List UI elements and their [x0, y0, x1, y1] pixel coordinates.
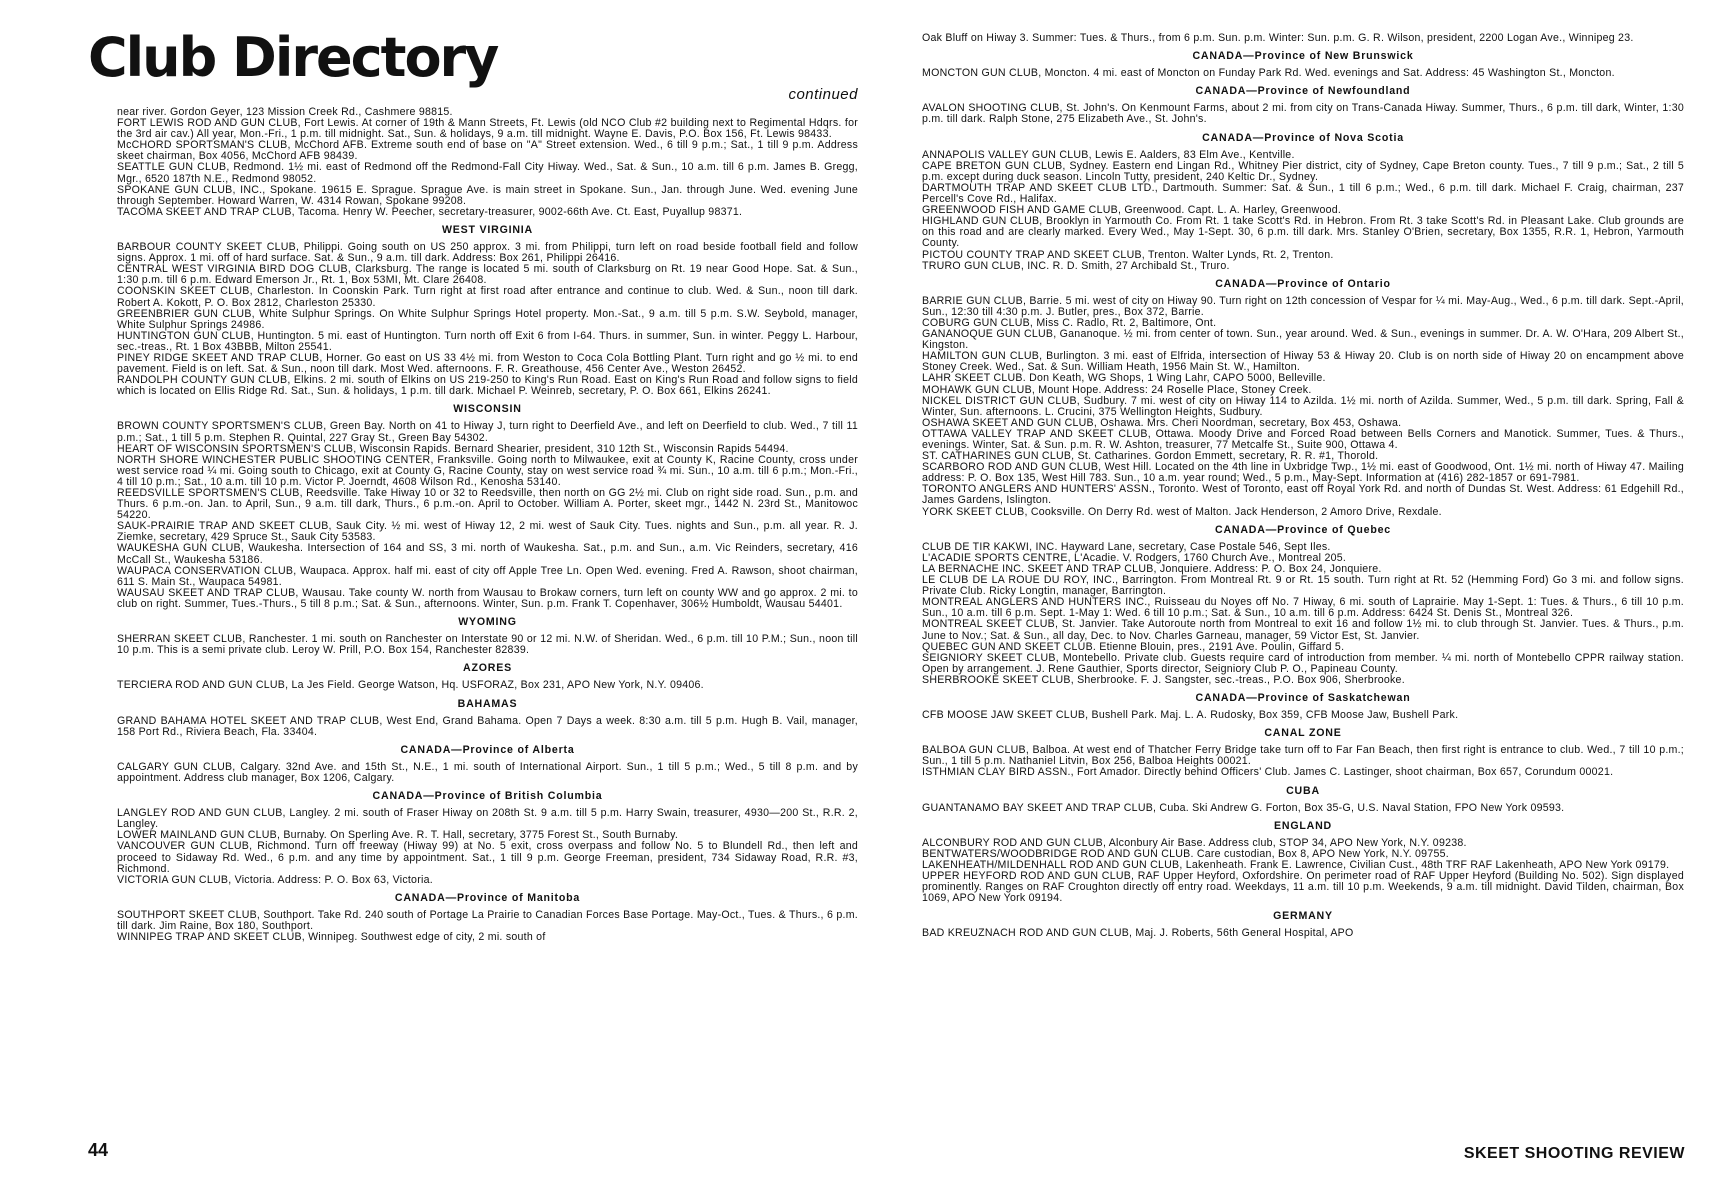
club-entry: COBURG GUN CLUB, Miss C. Radlo, Rt. 2, Baltimore, Ont. [922, 316, 1217, 329]
club-entry: GRAND BAHAMA HOTEL SKEET AND TRAP CLUB, West End, Grand Bahama. Open 7 Days a week. 8:30 a.m. till 5 p.m. Hugh B. Vail, manager, 158 Port Rd., Riviera Beach, Fla. 33404. [117, 714, 858, 738]
section-heading: CANADA—Province of Ontario [1215, 277, 1391, 290]
club-entry: MONCTON GUN CLUB, Moncton. 4 mi. east of Moncton on Funday Park Rd. Wed. evenings and Sat. Address: 45 Washington St., Moncton. [922, 67, 1615, 80]
club-entry: LANGLEY ROD AND GUN CLUB, Langley. 2 mi. south of Fraser Hiway on 208th St. 9 a.m. till 5 p.m. Harry Swain, treasurer, 4930—200 St., R.R. 2, Langley. [117, 807, 858, 831]
club-entry: VICTORIA GUN CLUB, Victoria. Address: P. O. Box 63, Victoria. [117, 873, 433, 886]
club-entry: OSHAWA SKEET AND GUN CLUB, Oshawa. Mrs. Cheri Noordman, secretary, Box 453, Oshawa. [922, 416, 1402, 429]
club-entry: WAUKESHA GUN CLUB, Waukesha. Intersection of 164 and SS, 3 mi. north of Waukesha. Sat., p.m. and Sun., a.m. Vic Reinders, secretary, 416 McCall St., Waukesha 53186. [117, 542, 858, 566]
page-title: Club Directory [88, 26, 498, 89]
section-heading: ENGLAND [1274, 819, 1332, 832]
club-entry: HUNTINGTON GUN CLUB, Huntington. 5 mi. east of Huntington. Turn north off Exit 6 from I-64. Thurs. in summer, Sun. in winter. Peggy L. Harbour, sec.-treas., Rt. 1 Box 43BBB, Milton 25541. [117, 329, 858, 353]
section-heading: BAHAMAS [457, 697, 518, 710]
club-entry: QUEBEC GUN AND SKEET CLUB. Etienne Blouin, pres., 2191 Ave. Poulin, Giffard 5. [922, 640, 1345, 653]
club-entry: TERCIERA ROD AND GUN CLUB, La Jes Field. George Watson, Hq. USFORAZ, Box 231, APO New York, N.Y. 09406. [117, 679, 704, 692]
club-entry: L'ACADIE SPORTS CENTRE, L'Acadie. V. Rodgers, 1760 Church Ave., Montreal 205. [922, 551, 1347, 564]
section-heading: CANADA—Province of New Brunswick [1192, 50, 1414, 63]
club-entry: COONSKIN SKEET CLUB, Charleston. In Coonskin Park. Turn right at first road after entrance and continue to club. Wed. & Sun., noon till dark. Robert A. Kokott, P. O. Box 2812, Charleston 25330. [117, 285, 858, 309]
club-entry: WAUSAU SKEET AND TRAP CLUB, Wausau. Take county W. north from Wausau to Brokaw corners, turn left on county WW and go approx. 2 mi. to club on right. Summer, Tues.-Thurs., 5 till 8 p.m.; Sat. & Sun., afternoons. Winter, Sun. p.m. Frank T. Copenhaver, 306½ Humboldt, Wausau 54401. [117, 586, 858, 610]
section-heading: CANADA—Province of Newfoundland [1195, 85, 1411, 98]
club-entry: HIGHLAND GUN CLUB, Brooklyn in Yarmouth Co. From Rt. 1 take Scott's Rd. in Hebron. From Rt. 3 take Scott's Rd. in Pleasant Lake. Club grounds are on this road and are clearly marked. Every Wed., May 1-Sept. 30, 6 p.m. till dark. Mrs. Stanley O'Brien, secretary, Box 1355, R.R. 1, Hebron, Yarmouth County. [922, 215, 1684, 250]
club-entry: TACOMA SKEET AND TRAP CLUB, Tacoma. Henry W. Peecher, secretary-treasurer, 9002-66th Ave. Ct. East, Puyallup 98371. [117, 205, 743, 218]
running-title: SKEET SHOOTING REVIEW [1463, 1145, 1685, 1162]
section-heading: CANADA—Province of Manitoba [394, 891, 581, 904]
club-entry: TRURO GUN CLUB, INC. R. D. Smith, 27 Archibald St., Truro. [922, 259, 1230, 272]
club-entry: SCARBORO ROD AND GUN CLUB, West Hill. Located on the 4th line in Uxbridge Twp., 1½ mi. east of Goodwood, Ont. 1½ mi. north of Hiway 47. Mailing address: P. O. Box 135, West Hill 783. Sun., 10 a.m. year round; Wed., 5 p.m., May-Sept. Information at (416) 282-1857 or 691-7981. [922, 461, 1684, 485]
club-entry: YORK SKEET CLUB, Cooksville. On Derry Rd. west of Malton. Jack Henderson, 2 Amoro Drive, Rexdale. [922, 505, 1442, 518]
club-entry: ANNAPOLIS VALLEY GUN CLUB, Lewis E. Aalders, 83 Elm Ave., Kentville. [922, 148, 1295, 161]
club-entry: MOHAWK GUN CLUB, Mount Hope. Address: 24 Roselle Place, Stoney Creek. [922, 383, 1312, 396]
club-entry: HEART OF WISCONSIN SPORTSMEN'S CLUB, Wisconsin Rapids. Bernard Shearier, president, 310 12th St., Wisconsin Rapids 54494. [117, 442, 789, 455]
continued-label: continued [788, 86, 858, 103]
club-entry: SEIGNIORY SKEET CLUB, Montebello. Private club. Guests require card of introduction from member. ¼ mi. north of Montebello CPPR railway station. Open by arrangement. J. Rene Gauthier, Sports director, Seigniory Club P. O., Papineau County. [922, 651, 1684, 675]
club-entry: near river. Gordon Geyer, 123 Mission Creek Rd., Cashmere 98815. [117, 106, 453, 118]
club-entry: CENTRAL WEST VIRGINIA BIRD DOG CLUB, Clarksburg. The range is located 5 mi. south of Clarksburg on Rt. 19 near Good Hope. Sat. & Sun., 1:30 p.m. till 6 p.m. Edward Emerson Jr., Rt. 1, Box 53MI, Mt. Clare 26408. [117, 263, 858, 287]
section-heading: CANADA—Province of Nova Scotia [1202, 131, 1404, 144]
club-entry: McCHORD SPORTSMAN'S CLUB, McChord AFB. Extreme south end of base on "A" Street extension. Wed., 6 till 9 p.m.; Sat., 1 till 9 p.m. Address skeet chairman, Box 4056, McChord AFB 98439. [117, 139, 858, 163]
club-entry: RANDOLPH COUNTY GUN CLUB, Elkins. 2 mi. south of Elkins on US 219-250 to King's Run Road. East on King's Run Road and follow signs to field which is located on Ellis Ridge Rd. Sat., Sun. & holidays, 1 p.m. till dark. Michael P. Weinreb, secretary, P. O. Box 661, Elkins 26241. [117, 374, 858, 398]
left-column [117, 107, 858, 943]
club-entry: HAMILTON GUN CLUB, Burlington. 3 mi. east of Elfrida, intersection of Hiway 53 & Hiway 20. Club is on north side of Hiway 20 on encampment above Stoney Creek. Wed., Sat. & Sun. William Heath, 1956 Main St. W., Hamilton. [922, 350, 1684, 374]
club-entry: SPOKANE GUN CLUB, INC., Spokane. 19615 E. Sprague. Sprague Ave. is main street in Spokane. Sun., Jan. through June. Wed. evening June through September. Howard Warren, W. 4314 Rowan, Spokane 99208. [117, 183, 858, 207]
club-entry: CLUB DE TIR KAKWI, INC. Hayward Lane, secretary, Case Postale 546, Sept Iles. [922, 540, 1331, 553]
section-heading: CANAL ZONE [1264, 727, 1342, 740]
right-column [922, 33, 1684, 940]
section-heading: WEST VIRGINIA [441, 223, 534, 236]
club-entry: OTTAWA VALLEY TRAP AND SKEET CLUB, Ottawa. Moody Drive and Forced Road between Bells Corners and Manotick. Summer, Tues. & Thurs., evenings. Winter, Sat. & Sun. p.m. R. W. Ashton, treasurer, 77 Metcalfe St., Suite 900, Ottawa 4. [922, 427, 1684, 451]
club-entry: GANANOQUE GUN CLUB, Gananoque. ½ mi. from center of town. Sun., year around. Wed. & Sun., evenings in summer. Dr. A. W. O'Hara, 209 Albert St., Kingston. [922, 328, 1684, 352]
section-heading: CANADA—Province of Alberta [400, 743, 575, 756]
club-entry: GREENBRIER GUN CLUB, White Sulphur Springs. On White Sulphur Springs Hotel property. Mon.-Sat., 9 a.m. till 5 p.m. S.W. Seybold, manager, White Sulphur Springs 24986. [117, 307, 858, 331]
club-entry: REEDSVILLE SPORTSMEN'S CLUB, Reedsville. Take Hiway 10 or 32 to Reedsville, then north on GG 2½ mi. Club on right side road. Sun., p.m. and Thurs. 6 p.m.-on. Jan. to April, Sun., 9 a.m. till dark, Thurs., 6 p.m.-on. April to October. William A. Porter, skeet mgr., 1442 N. 23rd St., Manitowoc 54220. [117, 487, 858, 522]
club-entry: BENTWATERS/WOODBRIDGE ROD AND GUN CLUB. Care custodian, Box 8, APO New York, N.Y. 09755. [922, 847, 1449, 860]
section-heading: WYOMING [458, 616, 517, 629]
club-entry: WAUPACA CONSERVATION CLUB, Waupaca. Approx. half mi. east of city off Apple Tree Ln. Open Wed. evening. Fred A. Rawson, shoot chairman, 611 S. Main St., Waupaca 54981. [117, 564, 858, 588]
club-entry: SHERRAN SKEET CLUB, Ranchester. 1 mi. south on Ranchester on Interstate 90 or 12 mi. N.W. of Sheridan. Wed., 6 p.m. till 10 P.M.; Sun., noon till 10 p.m. This is a semi private club. Leroy W. Prill, P.O. Box 154, Ranchester 82839. [117, 633, 858, 657]
club-entry: BROWN COUNTY SPORTSMEN'S CLUB, Green Bay. North on 41 to Hiway J, turn right to Deerfield Ave., and left on Deerfield to club. Wed., 7 till 11 p.m.; Sat., 1 till 5 p.m. Stephen R. Quintal, 227 Gray St., Green Bay 54302. [117, 420, 858, 444]
club-entry: BARRIE GUN CLUB, Barrie. 5 mi. west of city on Hiway 90. Turn right on 12th concession of Vespar for ¼ mi. May-Aug., Wed., 6 p.m. till dark. Sept.-April, Sun., 12:30 till 4:30 p.m. J. Butler, pres., Box 372, Barrie. [922, 294, 1684, 318]
section-heading: CANADA—Province of Quebec [1215, 523, 1391, 536]
club-entry: LOWER MAINLAND GUN CLUB, Burnaby. On Sperling Ave. R. T. Hall, secretary, 3775 Forest St., South Burnaby. [117, 829, 679, 842]
section-heading: AZORES [463, 662, 512, 675]
club-entry: SEATTLE GUN CLUB, Redmond. 1½ mi. east of Redmond off the Redmond-Fall City Hiway. Wed., Sat. & Sun., 10 a.m. till 6 p.m. James B. Gregg, Mgr., 6520 187th N.E., Redmond 98052. [117, 161, 858, 185]
section-heading: CANADA—Province of Saskatchewan [1195, 691, 1411, 704]
club-entry: Oak Bluff on Hiway 3. Summer: Tues. & Thurs., from 6 p.m. Sun. p.m. Winter: Sun. p.m. G. R. Wilson, president, 2200 Logan Ave., Winnipeg 23. [922, 32, 1634, 44]
club-entry: AVALON SHOOTING CLUB, St. John's. On Kenmount Farms, about 2 mi. from city on Trans-Canada Hiway. Summer, Thurs., 6 p.m. till dark, Winter, 1:30 p.m. till dark. Ralph Stone, 275 Elizabeth Ave., St. John's. [922, 102, 1684, 126]
section-heading: CANADA—Province of British Columbia [372, 790, 603, 803]
club-entry: ALCONBURY ROD AND GUN CLUB, Alconbury Air Base. Address club, STOP 34, APO New York, N.Y. 09238. [922, 836, 1467, 849]
club-entry: LAHR SKEET CLUB. Don Keath, WG Shops, 1 Wing Lahr, CAPO 5000, Belleville. [922, 372, 1326, 385]
club-entry: GREENWOOD FISH AND GAME CLUB, Greenwood. Capt. L. A. Harley, Greenwood. [922, 204, 1342, 217]
club-entry: ISTHMIAN CLAY BIRD ASSN., Fort Amador. Directly behind Officers' Club. James C. Lastinger, shoot chairman, Box 657, Corundum 00021. [922, 766, 1614, 779]
club-entry: DARTMOUTH TRAP AND SKEET CLUB LTD., Dartmouth. Summer: Sat. & Sun., 1 till 6 p.m.; Wed., 6 p.m. till dark. Michael F. Craig, chairman, 237 Percell's Cove Rd., Halifax. [922, 181, 1684, 206]
club-entry: SAUK-PRAIRIE TRAP AND SKEET CLUB, Sauk City. ½ mi. west of Hiway 12, 2 mi. west of Sauk City. Tues. nights and Sun., p.m. all year. R. J. Ziemke, secretary, 429 Spruce St., Sauk City 53583. [117, 520, 858, 544]
club-entry: PINEY RIDGE SKEET AND TRAP CLUB, Horner. Go east on US 33 4½ mi. from Weston to Coca Cola Bottling Plant. Turn right and go ½ mi. to end pavement. Field is on left. Sat. & Sun., noon till dark. Most Wed. afternoons. F. R. Greathouse, 456 Center Ave., Weston 26452. [117, 351, 858, 376]
club-entry: BAD KREUZNACH ROD AND GUN CLUB, Maj. J. Roberts, 56th General Hospital, APO [922, 927, 1354, 940]
club-entry: MONTREAL ANGLERS AND HUNTERS INC., Ruisseau du Noyes off No. 7 Hiway, 6 mi. south of Laprairie. May 1-Sept. 1: Tues. & Thurs., 6 till 10 p.m. Sun., 10 a.m. till 6 p.m. Sept. 1-May 1: Wed. 6 till 10 p.m.; Sat. & Sun., 10 a.m. till 6 p.m. Address: 6424 St. Denis St., Montreal 326. [922, 596, 1684, 620]
club-entry: FORT LEWIS ROD AND GUN CLUB, Fort Lewis. At corner of 19th & Mann Streets, Ft. Lewis (old NCO Club #2 building next to Regimental Hdqrs. for the 3rd air cav.) All year, Mon.-Fri., 1 p.m. till midnight. Sat., Sun. & holidays, 9 a.m. till midnight. Wayne E. Davis, P.O. Box 156, Ft. Lewis 98433. [117, 117, 858, 141]
club-entry: TORONTO ANGLERS AND HUNTERS' ASSN., Toronto. West of Toronto, east off Royal York Rd. and north of Dundas St. West. Address: 61 Edgehill Rd., James Gardens, Islington. [922, 483, 1684, 507]
club-entry: LE CLUB DE LA ROUE DU ROY, INC., Barrington. From Montreal Rt. 9 or Rt. 15 south. Turn right at Rt. 52 (Hemming Ford) Go 3 mi. and follow signs. Private Club. Ricky Longtin, manager, Barrington. [922, 574, 1684, 598]
club-entry: CFB MOOSE JAW SKEET CLUB, Bushell Park. Maj. L. A. Rudosky, Box 359, CFB Moose Jaw, Bushell Park. [922, 709, 1459, 722]
club-entry: UPPER HEYFORD ROD AND GUN CLUB, RAF Upper Heyford, Oxfordshire. On perimeter road of RAF Upper Heyford (Building No. 502). Sign displayed prominently. Ranges on RAF Croughton directly off entry road. Weekdays, 11 a.m. till 10 p.m. Weekends, 9 a.m. till midnight. David Tilden, chairman, Box 1069, APO New York 09194. [922, 870, 1684, 905]
club-entry: SHERBROOKE SKEET CLUB, Sherbrooke. F. J. Sangster, sec.-treas., P.O. Box 906, Sherbrooke. [922, 673, 1405, 686]
club-entry: CAPE BRETON GUN CLUB, Sydney. Eastern end Lingan Rd., Whitney Pier district, city of Sydney, Cape Breton county. Tues., 7 till 9 p.m.; Sat., 2 till 5 p.m. except during duck season. Lincoln Tutty, president, 240 Keltic Dr., Sydney. [922, 159, 1684, 183]
club-entry: SOUTHPORT SKEET CLUB, Southport. Take Rd. 240 south of Portage La Prairie to Canadian Forces Base Portage. May-Oct., Tues. & Thurs., 6 p.m. till dark. Jim Raine, Box 180, Southport. [117, 908, 858, 932]
club-entry: NICKEL DISTRICT GUN CLUB, Sudbury. 7 mi. west of city on Hiway 114 to Azilda. 1½ mi. north of Azilda. Summer, Wed., 5 p.m. till dark. Spring, Fall & Winter, Sun. afternoons. L. Crucini, 375 Wellington Heights, Sudbury. [922, 394, 1684, 418]
club-entry: LA BERNACHE INC. SKEET AND TRAP CLUB, Jonquiere. Address: P. O. Box 24, Jonquiere. [922, 562, 1382, 575]
section-heading: GERMANY [1273, 910, 1333, 923]
club-entry: BALBOA GUN CLUB, Balboa. At west end of Thatcher Ferry Bridge take turn off to Far Fan Beach, then first right is entrance to club. Wed., 7 till 10 p.m.; Sun., 1 till 5 p.m. Nathaniel Litvin, Box 256, Balboa Heights 00021. [922, 744, 1684, 768]
club-entry: CALGARY GUN CLUB, Calgary. 32nd Ave. and 15th St., N.E., 1 mi. south of International Airport. Sun., 1 till 5 p.m.; Wed., 5 till 8 p.m. and by appointment. Address club manager, Box 1206, Calgary. [117, 760, 858, 784]
page-number: 44 [88, 1140, 109, 1160]
club-entry: GUANTANAMO BAY SKEET AND TRAP CLUB, Cuba. Ski Andrew G. Forton, Box 35-G, U.S. Naval Station, FPO New York 09593. [922, 801, 1565, 814]
club-entry: LAKENHEATH/MILDENHALL ROD AND GUN CLUB, Lakenheath. Frank E. Lawrence, Civilian Cust., 48th TRF RAF Lakenheath, APO New York 09179. [922, 859, 1670, 871]
club-entry: WINNIPEG TRAP AND SKEET CLUB, Winnipeg. Southwest edge of city, 2 mi. south of [117, 931, 546, 944]
section-heading: CUBA [1286, 784, 1320, 797]
section-heading: WISCONSIN [453, 403, 522, 416]
club-entry: NORTH SHORE WINCHESTER PUBLIC SHOOTING CENTER, Franksville. Going north to Milwaukee, exit at County K, Racine County, cross under west service road ¼ mi. Going south to Chicago, exit at County G, Racine County, stay on west service road ¾ mi. Sun., 10 a.m. till 6 p.m.; Mon.-Fri., 4 till 10 p.m.; Sat., 10 a.m. till 10 p.m. Victor P. Joerndt, 4608 Wilson Rd., Kenosha 53140. [117, 453, 858, 488]
club-entry: PICTOU COUNTY TRAP AND SKEET CLUB, Trenton. Walter Lynds, Rt. 2, Trenton. [922, 248, 1334, 261]
club-entry: BARBOUR COUNTY SKEET CLUB, Philippi. Going south on US 250 approx. 3 mi. from Philippi, turn left on road beside football field and follow signs. Approx. 1 mi. off of hard surface. Sat. & Sun., 9 a.m. till dark. Address: Box 261, Philippi 26416. [117, 241, 858, 265]
club-entry: MONTREAL SKEET CLUB, St. Janvier. Take Autoroute north from Montreal to exit 16 and follow 1½ mi. to club through St. Janvier. Tues. & Thurs., p.m. June to Nov.; Sat. & Sun., all day, Dec. to Nov. Charles Garneau, manager, 59 Victor Est, St. Janvier. [922, 618, 1684, 642]
club-entry: VANCOUVER GUN CLUB, Richmond. Turn off freeway (Hiway 99) at No. 5 exit, cross overpass and follow No. 5 to Blundell Rd., then left and proceed to Sidaway Rd. Wed., 6 p.m. and any time by appointment. Sat., 1 till 9 p.m. George Freeman, president, 734 Sidaway Road, R.R. #3, Richmond. [117, 840, 858, 875]
club-entry: ST. CATHARINES GUN CLUB, St. Catharines. Gordon Emmett, secretary, R. R. #1, Thorold. [922, 450, 1379, 463]
